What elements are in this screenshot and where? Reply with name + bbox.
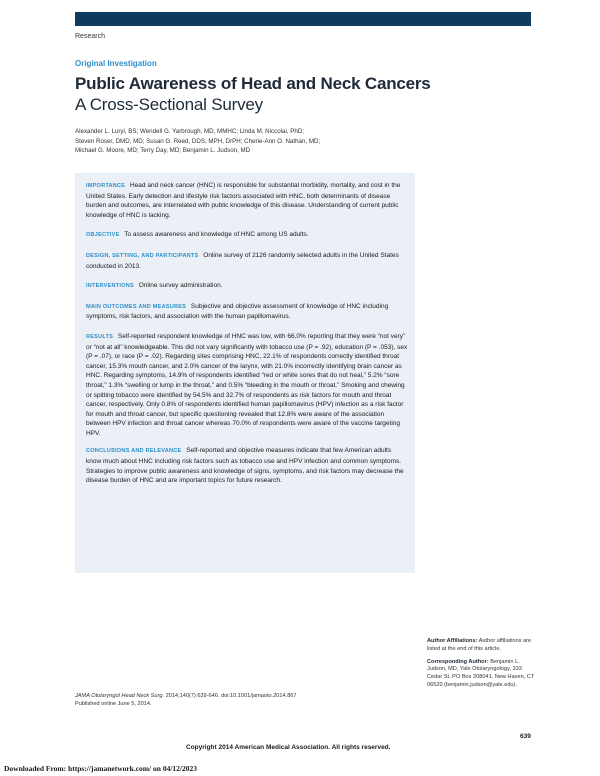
copyright: Copyright 2014 American Medical Association. All rights reserved. [186,744,391,751]
journal-header-bar [75,12,531,26]
abstract-text: Self-reported and objective measures indicate that few American adults know much about HNC including risk factors such as tobacco use and HPV infection and common symptoms. Strategies to improve public awareness and knowledge of signs, symptoms, and risk factors may decrease the disease burden of HNC and are important topics for future research. [86,447,404,485]
article-type: Original Investigation [75,59,157,68]
author-list [75,127,375,156]
citation-line [75,693,405,701]
page-number: 639 [520,733,531,740]
abstract-results [86,332,408,439]
journal-name: JAMA Otolaryngol Head Neck Surg. [75,693,165,699]
abstract-conclusions [86,446,408,485]
abstract-text: Online survey administration. [138,282,223,290]
abstract-label: RESULTS [86,333,114,340]
author-line: Steven Roser, DMD, MD; Susan G. Reed, DDS, MPH, DrPH; Cherie-Ann O. Nathan, MD; [75,137,321,145]
abstract-text: Head and neck cancer (HNC) is responsible for substantial morbidity, mortality, and cost in the United States. Early detection and lifestyle risk factors associated with HNC, both determinants of disease burden and outcomes, are interrelated with public knowledge of this disease. Understanding of current public knowledge of HNC is lacking. [86,182,401,219]
section-label: Research [75,33,105,40]
author-line: Michael G. Moore, MD; Terry Day, MD; Benjamin L. Judson, MD [75,147,251,155]
abstract [86,181,408,496]
article-title: Public Awareness of Head and Neck Cancers [75,74,431,93]
abstract-label: CONCLUSIONS AND RELEVANCE [86,448,182,455]
affiliations-note [427,638,537,654]
abstract-text: To assess awareness and knowledge of HNC among US adults. [124,231,309,239]
download-stamp: Downloaded From: https://jamanetwork.com/ on 04/12/2023 [4,764,197,773]
abstract-label: INTERVENTIONS [86,283,134,290]
author-line: Alexander L. Luryi, BS; Wendell G. Yarbrough, MD, MMHC; Linda M. Niccolai, PhD; [75,128,305,135]
abstract-text: Subjective and objective assessment of knowledge of HNC including symptoms, risk factors, and association with the human papillomavirus. [86,302,389,321]
abstract-design [86,251,408,271]
abstract-importance [86,181,408,220]
abstract-label: DESIGN, SETTING, AND PARTICIPANTS [86,252,199,259]
affiliations-text: Author affiliations are listed at the end of this article. [427,638,532,652]
author-affiliations-sidebar [427,638,537,695]
citation [75,693,405,709]
abstract-objective [86,230,408,241]
citation-details: 2014;140(7):639-646. doi:10.1001/jamaoto.2014.867 [165,693,297,699]
abstract-interventions [86,281,408,292]
abstract-text: Self-reported respondent knowledge of HNC was low, with 66.0% reporting that they were “not very” or “not at all” knowledgeable. This did not vary significantly with tobacco use (P = .92), education (P = .053), sex (P = .07), or race (P = .02). Regarding sites comprising HNC, 22.1% of respondents correctly identified throat cancer, 15.3% mouth cancer, and 2.0% cancer of the larynx, with 21.0% incorrectly identifying brain cancer as HNC. Regarding symptoms, 14.9% of respondents identified “red or white sores that do not heal,” 5.2% “sore throat,” 1.3% “swelling or lump in the throat,” and 0.5% “bleeding in the mouth or throat.” Smoking and chewing or spitting tobacco were identified by 54.5% and 32.7% of respondents as risk factors for mouth and throat cancer, respectively. Only 0.8% of respondents identified human papillomavirus (HPV) infection as a risk factor for mouth and throat cancer, but specific questioning revealed that 12.8% were aware of the association between HPV infection and throat cancer whereas 70.0% of respondents were aware of the vaccine targeting HPV. [86,332,408,437]
abstract-label: MAIN OUTCOMES AND MEASURES [86,303,187,310]
article-subtitle: A Cross-Sectional Survey [75,95,263,114]
corresponding-text: Benjamin L. Judson, MD, Yale Otolaryngology, 333 Cedar St, PO Box 208041, New Haven, CT 06520 (benjamin.judson@yale.edu). [427,658,535,688]
abstract-outcomes [86,302,408,322]
corresponding-label: Corresponding Author: [427,658,489,665]
abstract-text: Online survey of 2126 randomly selected adults in the United States conducted in 2013. [86,251,399,270]
published-date: Published online June 5, 2014. [75,700,152,707]
abstract-label: IMPORTANCE [86,183,126,189]
affiliations-label: Author Affiliations: [427,638,478,644]
corresponding-author [427,659,537,690]
abstract-label: OBJECTIVE [86,232,120,239]
